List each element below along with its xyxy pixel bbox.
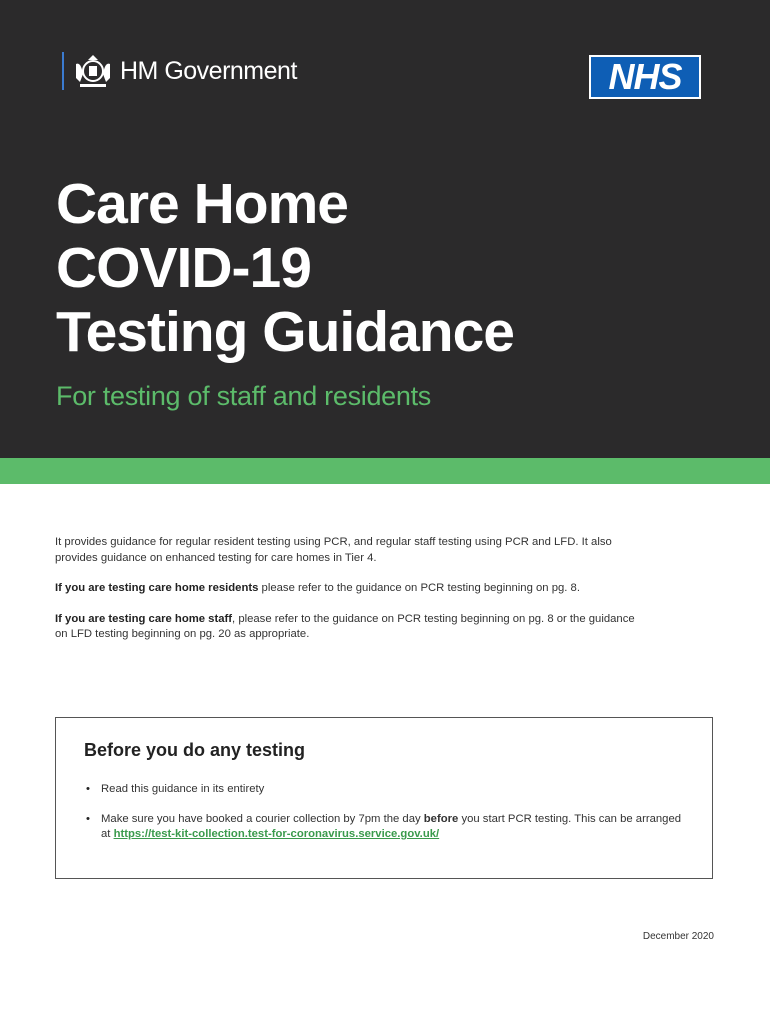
hm-government-label: HM Government xyxy=(120,56,297,85)
green-accent-band xyxy=(0,458,770,484)
residents-text: please refer to the guidance on PCR testing beginning on pg. 8. xyxy=(258,582,580,594)
list-item-text: Read this guidance in its entirety xyxy=(101,783,265,795)
nhs-logo-label: NHS xyxy=(608,56,682,97)
list-item xyxy=(84,782,684,798)
hm-government-logo xyxy=(62,52,297,90)
residents-emphasis: If you are testing care home residents xyxy=(55,582,259,594)
staff-paragraph xyxy=(55,612,635,643)
royal-coat-of-arms-icon xyxy=(72,52,114,90)
residents-paragraph xyxy=(55,581,635,597)
list-item-text: you start PCR testing. This can be arranged at xyxy=(101,812,682,840)
bullet-icon: • xyxy=(86,812,90,825)
intro-section xyxy=(55,535,635,658)
before-testing-box xyxy=(55,717,713,879)
box-title: Before you do any testing xyxy=(84,740,306,760)
list-item-emphasis: before xyxy=(423,812,459,825)
title-line: COVID-19 xyxy=(56,236,311,300)
publication-date: December 2020 xyxy=(642,931,714,942)
logo-divider xyxy=(62,52,64,90)
page-title xyxy=(56,172,514,364)
staff-text: , please refer to the guidance on PCR testing beginning on pg. 8 or the guidance on LFD testing beginning on pg. 20 as appropriate. xyxy=(55,612,635,640)
bullet-icon: • xyxy=(86,783,90,795)
checklist xyxy=(84,782,684,857)
list-item-text: Make sure you have booked a courier collection by 7pm the day xyxy=(101,812,424,825)
cover-hero xyxy=(0,0,770,458)
list-item xyxy=(84,812,684,843)
staff-emphasis: If you are testing care home staff xyxy=(55,612,233,625)
title-line: Care Home xyxy=(56,172,348,236)
page-subtitle: For testing of staff and residents xyxy=(56,381,432,411)
nhs-logo-block xyxy=(591,57,699,97)
title-line: Testing Guidance xyxy=(56,300,515,364)
intro-paragraph: It provides guidance for regular resident testing using PCR, and regular staff testing using PCR and LFD. It also provides guidance on enhanced testing for care homes in Tier 4. xyxy=(55,536,612,564)
nhs-logo xyxy=(589,55,701,99)
courier-booking-link[interactable]: https://test-kit-collection.test-for-coronavirus.service.gov.uk/ xyxy=(113,828,440,840)
